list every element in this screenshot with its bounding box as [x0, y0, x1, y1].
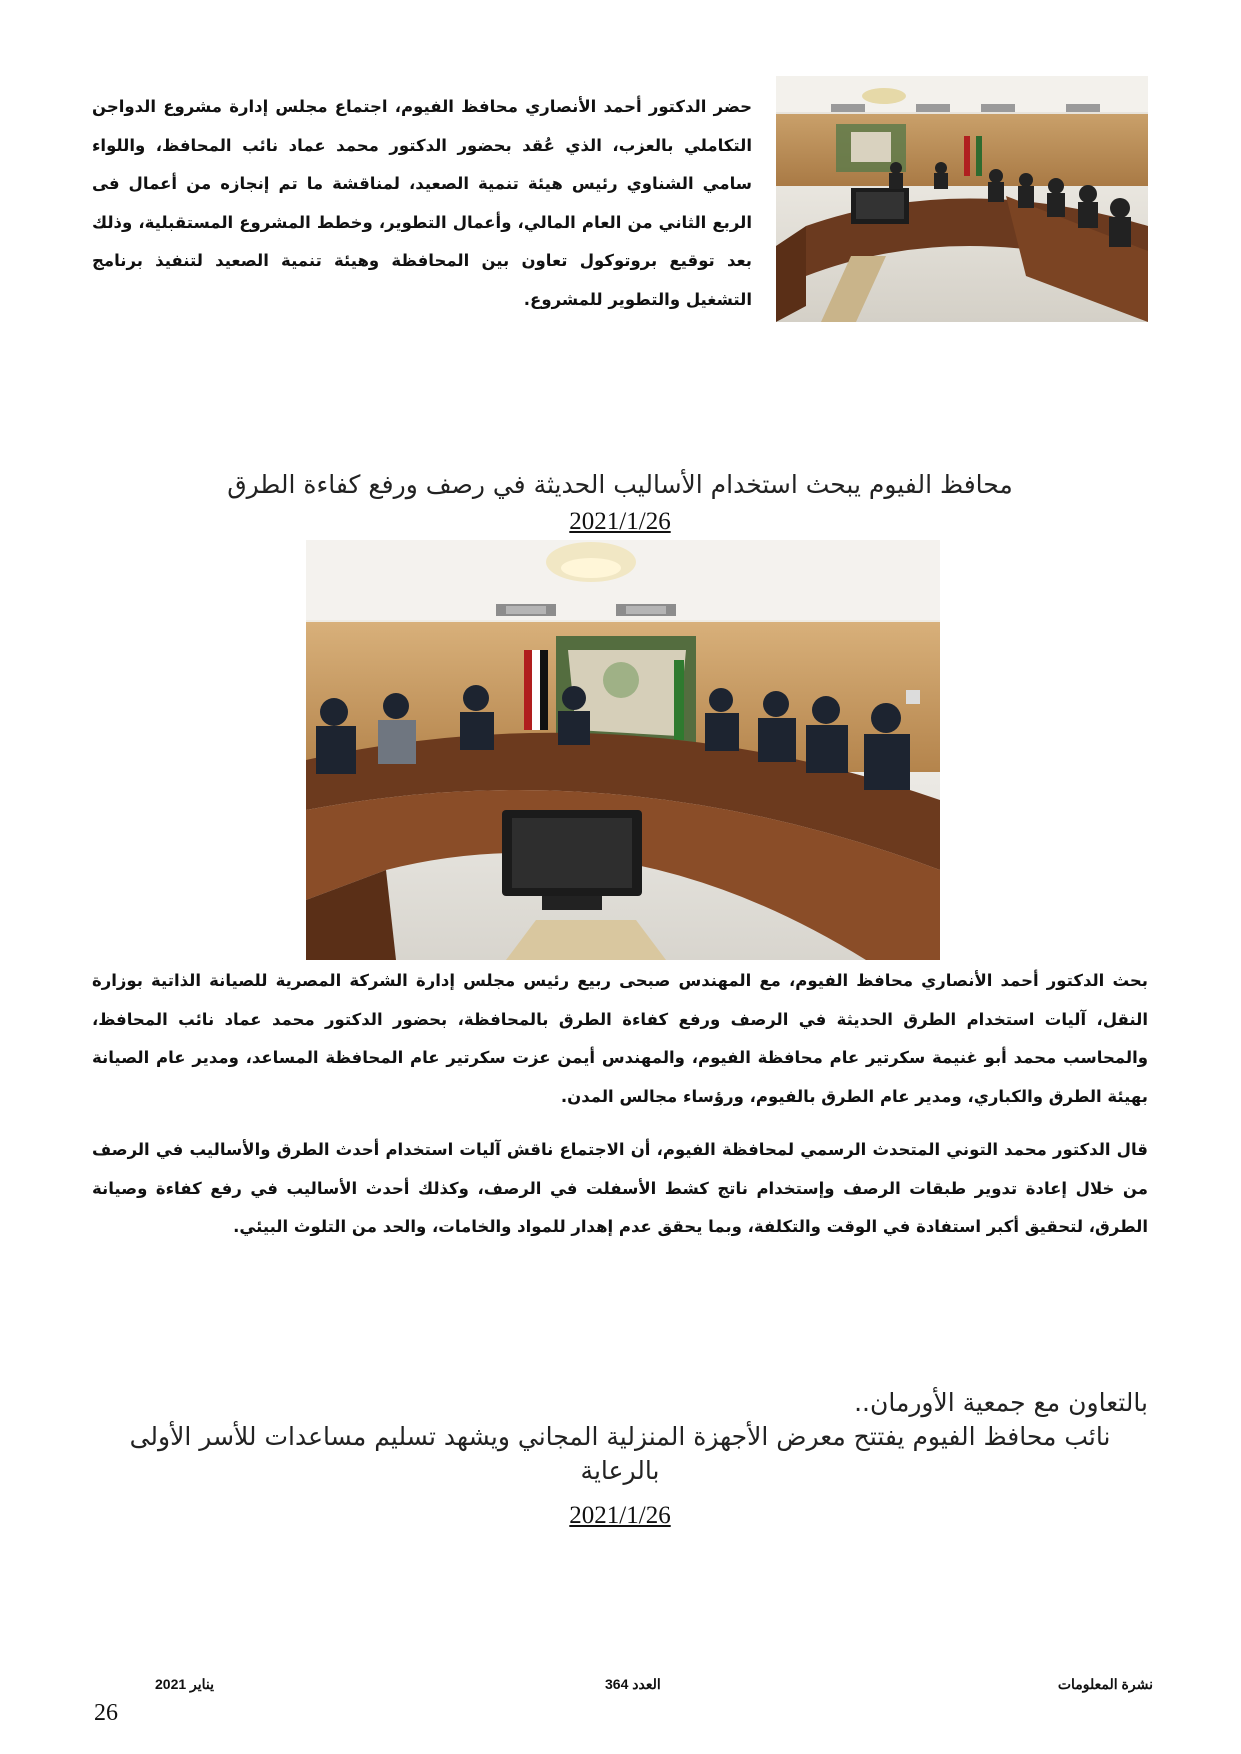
article-paragraph-road-paving-1: بحث الدكتور أحمد الأنصاري محافظ الفيوم، مع المهندس صبحى ربيع رئيس مجلس إدارة الشركة المصرية للصيانة الذاتية بوزارة النقل، آليات استخدام الطرق الحديثة في الرصف ورفع كفاءة الطرق بالمحافظة، بحضور الدكتور محمد عماد نائب المحافظ، والمحاسب محمد أبو غنيمة سكرتير عام محافظة الفيوم، والمهندس أيمن عزت سكرتير عام المحافظة المساعد، ومدير عام الصيانة بهيئة الطرق والكباري، ومدير عام الطرق بالفيوم، ورؤساء مجالس المدن.: [92, 971, 1148, 1106]
meeting-photo-poultry-board: [776, 76, 1148, 322]
article-intro-orman: بالتعاون مع جمعية الأورمان..: [854, 1388, 1148, 1417]
article-title-road-paving: محافظ الفيوم يبحث استخدام الأساليب الحديثة في رصف ورفع كفاءة الطرق: [227, 470, 1013, 499]
article-date-appliance-exhibition: 2021/1/26: [569, 1502, 671, 1529]
meeting-photo-road-paving: [306, 540, 940, 960]
article-paragraph-road-paving-2: قال الدكتور محمد التوني المتحدث الرسمي لمحافظة الفيوم، أن الاجتماع ناقش آليات استخدام أحدث الطرق والأساليب في الرصف من خلال إعادة تدوير طبقات الرصف وإستخدام ناتج كشط الأسفلت في الرصف، وكذلك أحدث الأساليب في رفع كفاءة وصيانة الطرق، لتحقيق أكبر استفادة في الوقت والتكلفة، وبما يحقق عدم إهدار للمواد والخامات، والحد من التلوث البيئي.: [92, 1140, 1148, 1236]
footer-publication-name: نشرة المعلومات: [1057, 1676, 1153, 1692]
article-paragraph-poultry-project: حضر الدكتور أحمد الأنصاري محافظ الفيوم، اجتماع مجلس إدارة مشروع الدواجن التكاملي بالعزب، الذي عُقد بحضور الدكتور محمد عماد نائب المحافظ، واللواء سامي الشناوي رئيس هيئة تنمية الصعيد، لمناقشة ما تم إنجازه من أعمال فى الربع الثاني من العام المالي، وأعمال التطوير، وخطط المشروع المستقبلية، وذلك بعد توقيع بروتوكول تعاون بين المحافظة وهيئة تنمية الصعيد لتنفيذ برنامج التشغيل والتطوير للمشروع.: [92, 97, 752, 309]
footer-issue-date: يناير 2021: [155, 1676, 215, 1692]
article-date-road-paving: 2021/1/26: [569, 508, 671, 535]
footer-issue-number: العدد 364: [605, 1676, 661, 1692]
article-title-appliance-exhibition: نائب محافظ الفيوم يفتتح معرض الأجهزة المنزلية المجاني ويشهد تسليم مساعدات للأسر الأولى بالرعاية: [129, 1422, 1111, 1485]
page-number: 26: [94, 1700, 118, 1726]
